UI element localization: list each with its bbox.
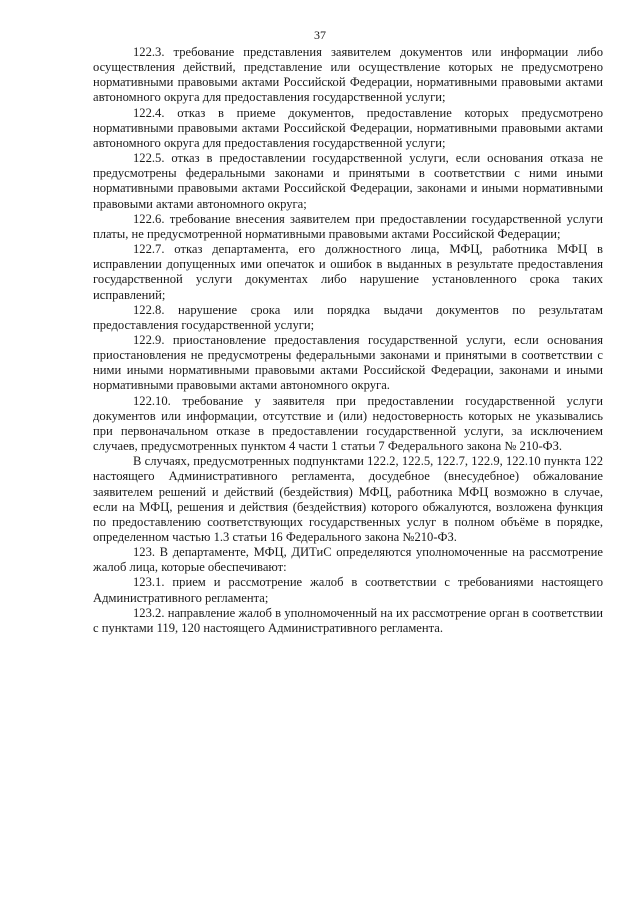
paragraph-122-7: 122.7. отказ департамента, его должностного лица, МФЦ, работника МФЦ в исправлении допущенных ими опечаток и ошибок в выданных в результате предоставления государственной услуги документах либо нарушение установленного срока таких исправлений; — [93, 242, 603, 302]
paragraph-mfc-cases: В случаях, предусмотренных подпунктами 122.2, 122.5, 122.7, 122.9, 122.10 пункта 122 настоящего Административного регламента, досудебное (внесудебное) обжалование заявителем решений и действий (бездействия) МФЦ, работника МФЦ возможно в случае, если на МФЦ, решения и действия (бездействия) которого обжалуются, возложена функция по предоставлению соответствующих государственных услуг в полном объёме в порядке, определенном частью 1.3 статьи 16 Федерального закона №210-ФЗ. — [93, 454, 603, 544]
paragraph-122-10: 122.10. требование у заявителя при предоставлении государственной услуги документов или информации, отсутствие и (или) недостоверность которых не указывались при первоначальном отказе в предоставлении государственной услуги, за исключением случаев, предусмотренных пунктом 4 части 1 статьи 7 Федерального закона № 210-ФЗ. — [93, 393, 603, 454]
paragraph-123: 123. В департаменте, МФЦ, ДИТиС определяются уполномоченные на рассмотрение жалоб лица, которые обеспечивают: — [93, 545, 603, 575]
paragraph-122-9: 122.9. приостановление предоставления государственной услуги, если основания приостановления не предусмотрены федеральными законами и принятыми в соответствии с ними иными нормативными правовыми актами Российской Федерации, законами и иными нормативными правовыми актами автономного округа. — [93, 332, 603, 393]
paragraph-122-5: 122.5. отказ в предоставлении государственной услуги, если основания отказа не предусмотрены федеральными законами и принятыми в соответствии с ними иными нормативными правовыми актами Российской Федерации, законами и иными нормативными правовыми актами автономного округа; — [93, 151, 603, 211]
document-body — [93, 45, 603, 636]
page-number: 37 — [314, 28, 326, 42]
paragraph-123-1: 123.1. прием и рассмотрение жалоб в соответствии с требованиями настоящего Административного регламента; — [93, 575, 603, 605]
paragraph-122-6: 122.6. требование внесения заявителем при предоставлении государственной услуги платы, не предусмотренной нормативными правовыми актами Российской Федерации; — [93, 211, 603, 241]
paragraph-122-3: 122.3. требование представления заявителем документов или информации либо осуществления действий, представление или осуществление которых не предусмотрено нормативными правовыми актами Российской Федерации, нормативными правовыми актами автономного округа для предоставления государственной услуги; — [93, 45, 603, 105]
paragraph-122-4: 122.4. отказ в приеме документов, предоставление которых предусмотрено нормативными правовыми актами Российской Федерации, нормативными правовыми актами автономного округа для предоставления государственной услуги; — [93, 105, 603, 150]
paragraph-122-8: 122.8. нарушение срока или порядка выдачи документов по результатам предоставления государственной услуги; — [93, 302, 603, 332]
paragraph-123-2: 123.2. направление жалоб в уполномоченный на их рассмотрение орган в соответствии с пунктами 119, 120 настоящего Административного регламента. — [93, 605, 603, 635]
